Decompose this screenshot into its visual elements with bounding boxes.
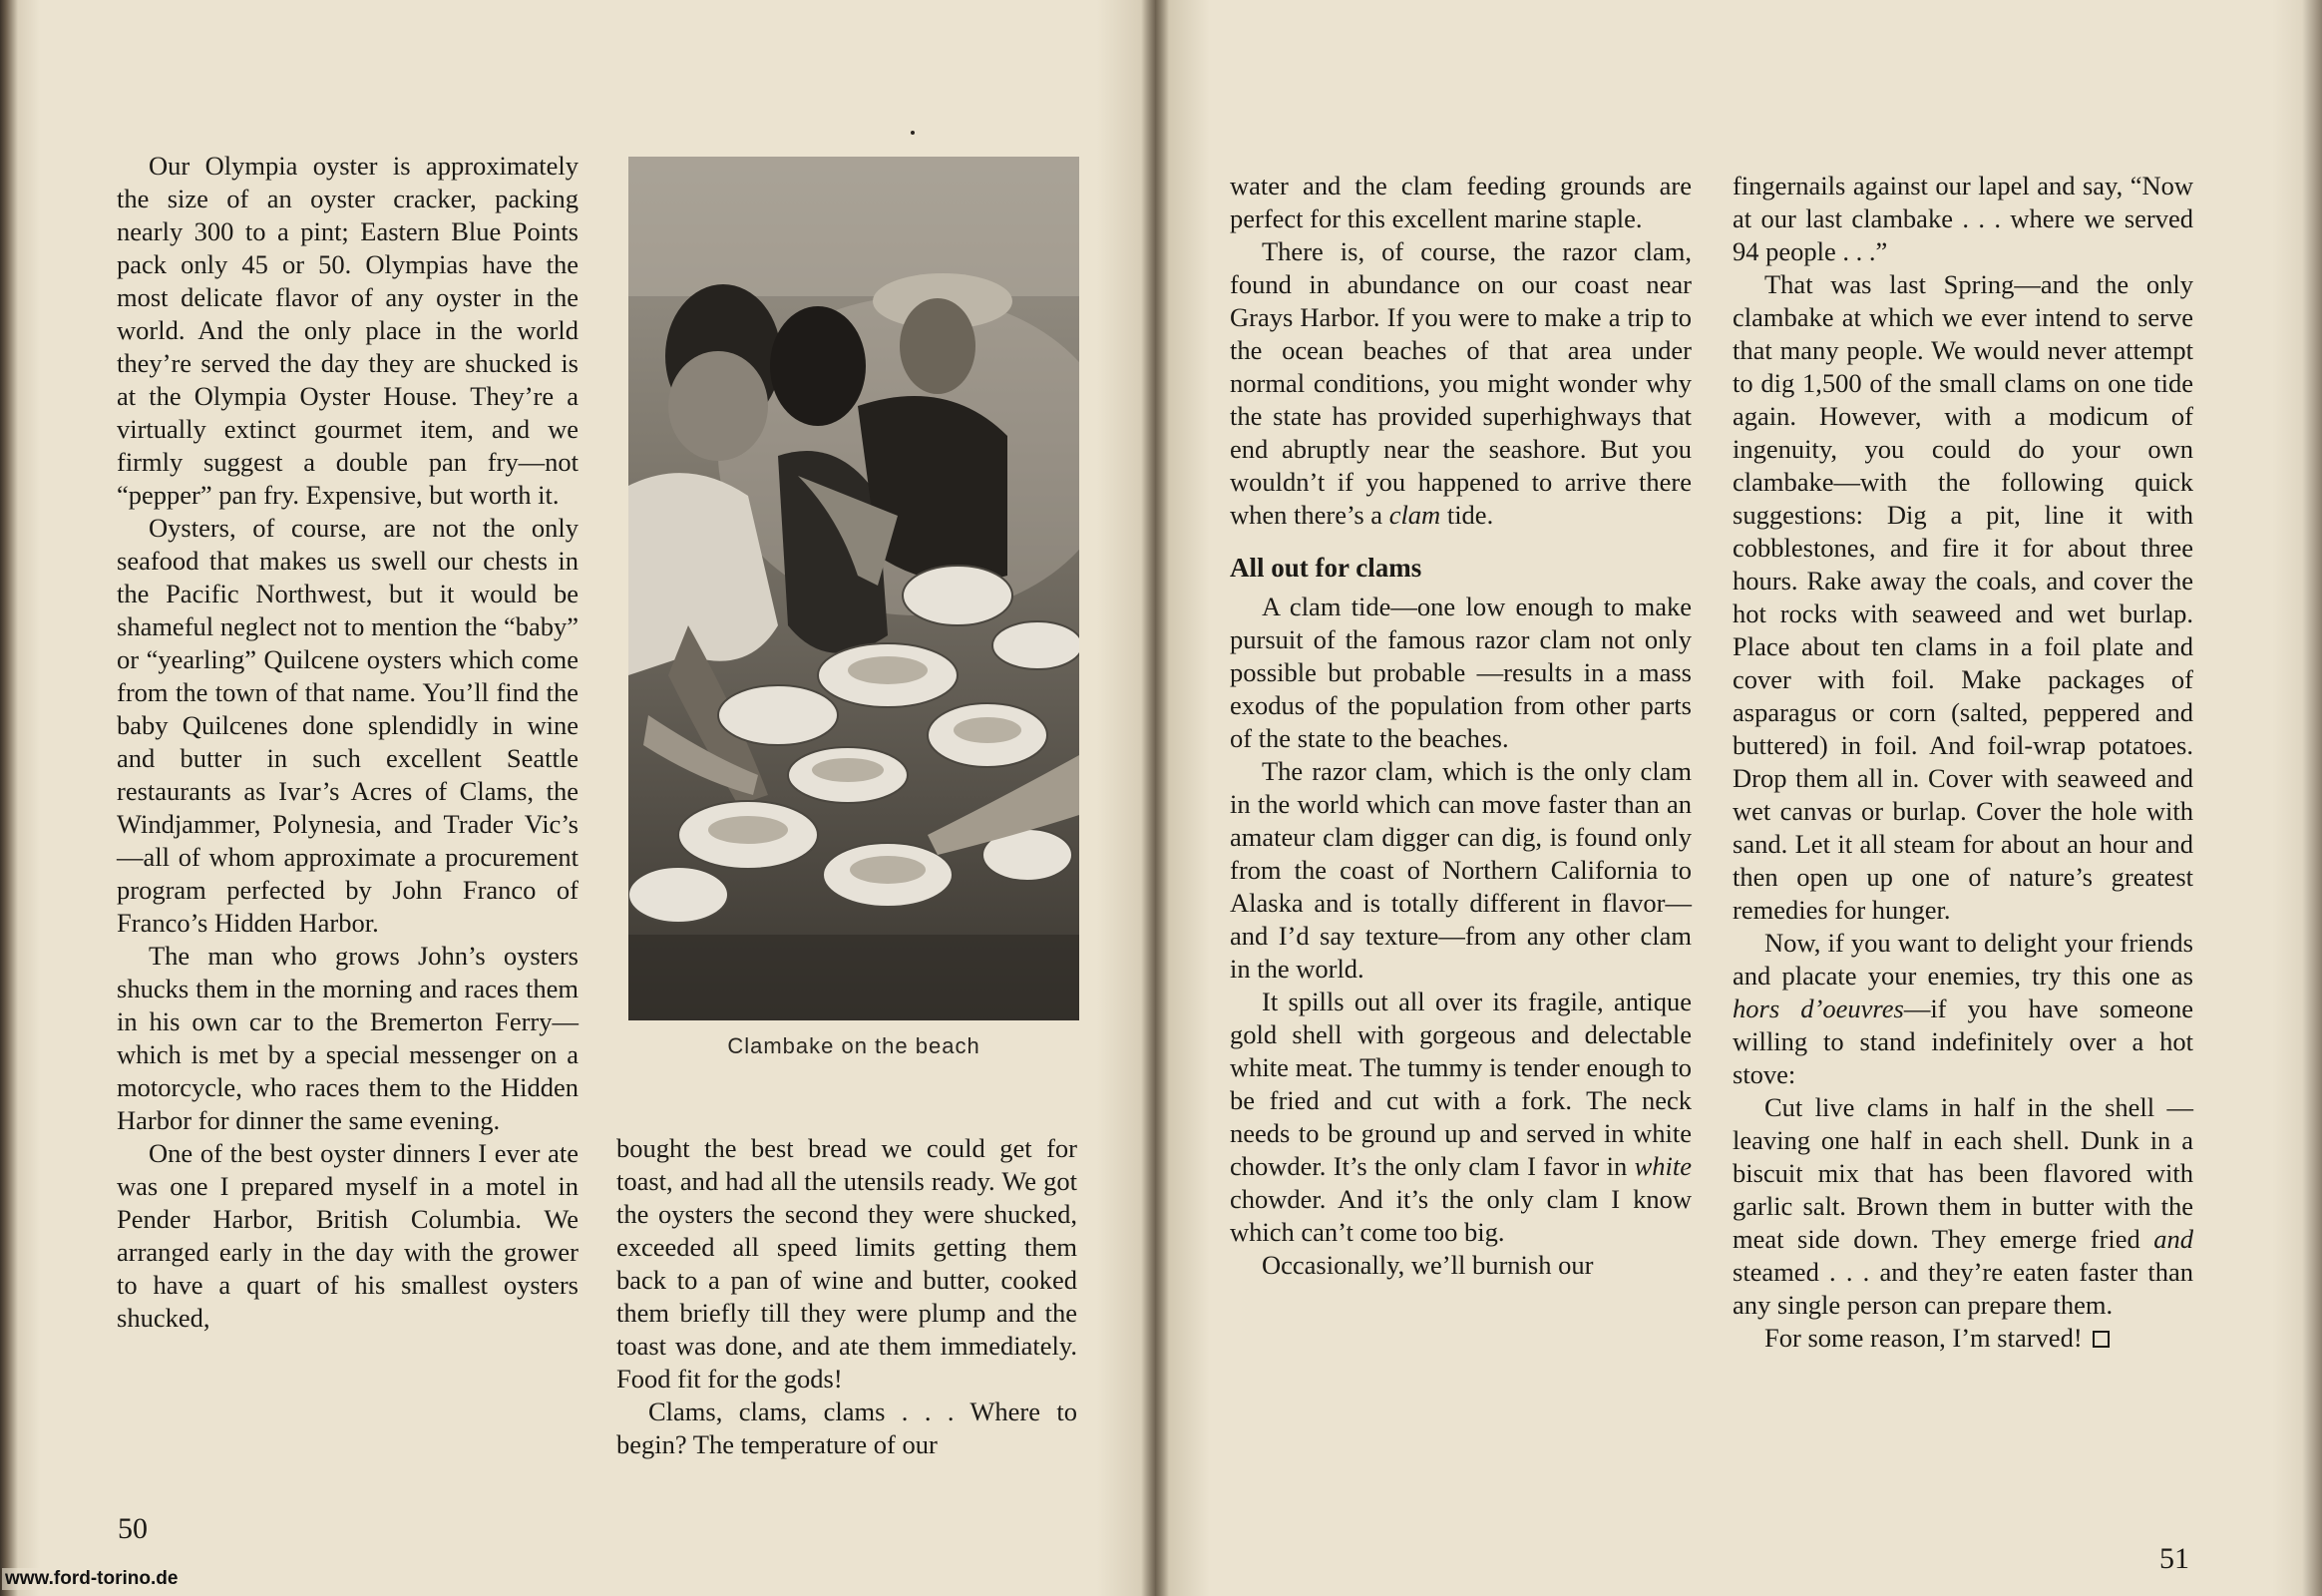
emphasis-text: white [1634,1151,1692,1181]
paragraph [1230,986,1692,1249]
text-run: There is, of course, the razor clam, found in abundance on our coast near Grays Harbor. If you were to make a trip to the ocean beaches of that area under normal conditions, you might wonder why the state has provided superhighways that end abruptly near the seashore. But you wouldn’t if you happened to arrive there when there’s a [1230,236,1692,530]
page-number-right: 51 [2159,1542,2189,1575]
paragraph: That was last Spring—and the only clambake at which we ever intend to serve that many people. We would never attempt to dig 1,500 of the small clams on one tide again. However, with a modicum of ingenuity, you could do your own clambake—with the following quick suggestions: Dig a pit, line it with cobblestones, and fire it for about three hours. Rake away the coals, and cover the hot rocks with seaweed and wet burlap. Place about ten clams in a foil plate and cover with foil. Make packages of asparagus or corn (salted, peppered and buttered) in foil. And foil-wrap potatoes. Drop them all in. Cover with seaweed and wet canvas or burlap. Cover the hole with sand. Let it all steam for about an hour and then open up one of nature’s greatest remedies for hunger. [1733,269,2193,925]
text-run: chowder. And it’s the only clam I know which can’t come too big. [1230,1184,1692,1247]
paragraph: One of the best oyster dinners I ever ate was one I prepared myself in a motel in Pender Harbor, British Columbia. We arranged early in the day with the grower to have a quart of his smallest oysters shucked, [117,1138,579,1333]
emphasis-text: hors d’oeuvres [1733,994,1904,1023]
paragraph: bought the best bread we could get for toast, and had all the utensils ready. We got the oysters the second they were shucked, exceeded all speed limits getting them back to a pan of wine and butter, cooked them briefly till they were plump and the toast was done, and ate them immediately. Food fit for the gods! [616,1133,1077,1394]
end-of-article-box-icon [2093,1331,2110,1348]
paragraph [1230,235,1692,532]
text-run: Now, if you want to delight your friends and placate your enemies, try this one as [1733,928,2193,991]
right-column-2 [1733,170,2193,1355]
text-run: —if you have someone willing to stand indefinitely over a hot stove: [1733,994,2193,1089]
paragraph: Oysters, of course, are not the only seafood that makes us swell our chests in the Pacific Northwest, but it would be shameful neglect not to mention the “baby” or “yearling” Quilcene oysters which come from the town of that name. You’ll find the baby Quilcenes done splendidly in wine and butter in such excellent Seattle restaurants as Ivar’s Acres of Clams, the Windjammer, Polynesia, and Trader Vic’s—all of whom approximate a procurement program perfected by John Franco of Franco’s Hidden Harbor. [117,513,579,938]
text-run: steamed . . . and they’re eaten faster than any single person can prepare them. [1733,1257,2193,1320]
clambake-photo [628,157,1079,1020]
clambake-photo-illustration [628,157,1079,1020]
paragraph [1733,1091,2193,1322]
watermark: www.ford-torino.de [2,1568,181,1590]
paragraph: water and the clam feeding grounds are perfect for this excellent marine staple. [1230,171,1692,233]
emphasis-text: and [2153,1224,2193,1254]
paragraph [1733,927,2193,1091]
paragraph: Occasionally, we’ll burnish our [1262,1250,1594,1280]
text-run: For some reason, I’m starved! [1764,1323,2083,1353]
book-gutter [1141,0,1169,1596]
paragraph: Clams, clams, clams . . . Where to begin? The temperature of our [616,1396,1077,1459]
paragraph: Our Olympia oyster is approximately the size of an oyster cracker, packing nearly 300 to a pint; Eastern Blue Points pack only 45 or 50. Olympias have the most delicate flavor of any oyster in the world. And the only place in the world they’re served the day they are shucked is at the Olympia Oyster House. They’re a virtually extinct gourmet item, and we firmly suggest a double pan fry—not “pepper” pan fry. Expensive, but worth it. [117,151,579,510]
photo-caption: Clambake on the beach [727,1033,980,1058]
ink-speck [911,131,915,135]
text-run: It spills out all over its fragile, antique gold shell with gorgeous and delectable white meat. The tummy is tender enough to be fried and cut with a fork. The neck needs to be ground up and served in white chowder. It’s the only clam I favor in [1230,987,1692,1181]
left-column-2 [616,1132,1077,1461]
paragraph: The man who grows John’s oysters shucks them in the morning and races them in his own car to the Bremerton Ferry—which is met by a special messenger on a motorcycle, who races them to the Hidden Harbor for dinner the same evening. [117,941,579,1135]
page-number-left: 50 [118,1512,148,1545]
paragraph [1733,1322,2193,1355]
right-column-1 [1230,170,1692,1282]
left-column-1 [117,150,579,1335]
paragraph: A clam tide—one low enough to make pursuit of the famous razor clam not only possible but probable —results in a mass exodus of the population from other parts of the state to the beaches. [1230,592,1692,753]
text-run: Cut live clams in half in the shell —leaving one half in each shell. Dunk in a biscuit mix that has been flavored with garlic salt. Brown them in butter with the meat side down. They emerge fried [1733,1092,2193,1254]
text-run: tide. [1440,500,1494,530]
paragraph: The razor clam, which is the only clam in the world which can move faster than an amateur clam digger can dig, is found only from the coast of Northern California to Alaska and is totally different in flavor—and I’d say texture—from any other clam in the world. [1230,756,1692,984]
section-heading: All out for clams [1230,553,1422,583]
emphasis-text: clam [1388,500,1441,530]
paragraph: fingernails against our lapel and say, “Now at our last clambake . . . where we served 94 people . . .” [1733,171,2193,266]
